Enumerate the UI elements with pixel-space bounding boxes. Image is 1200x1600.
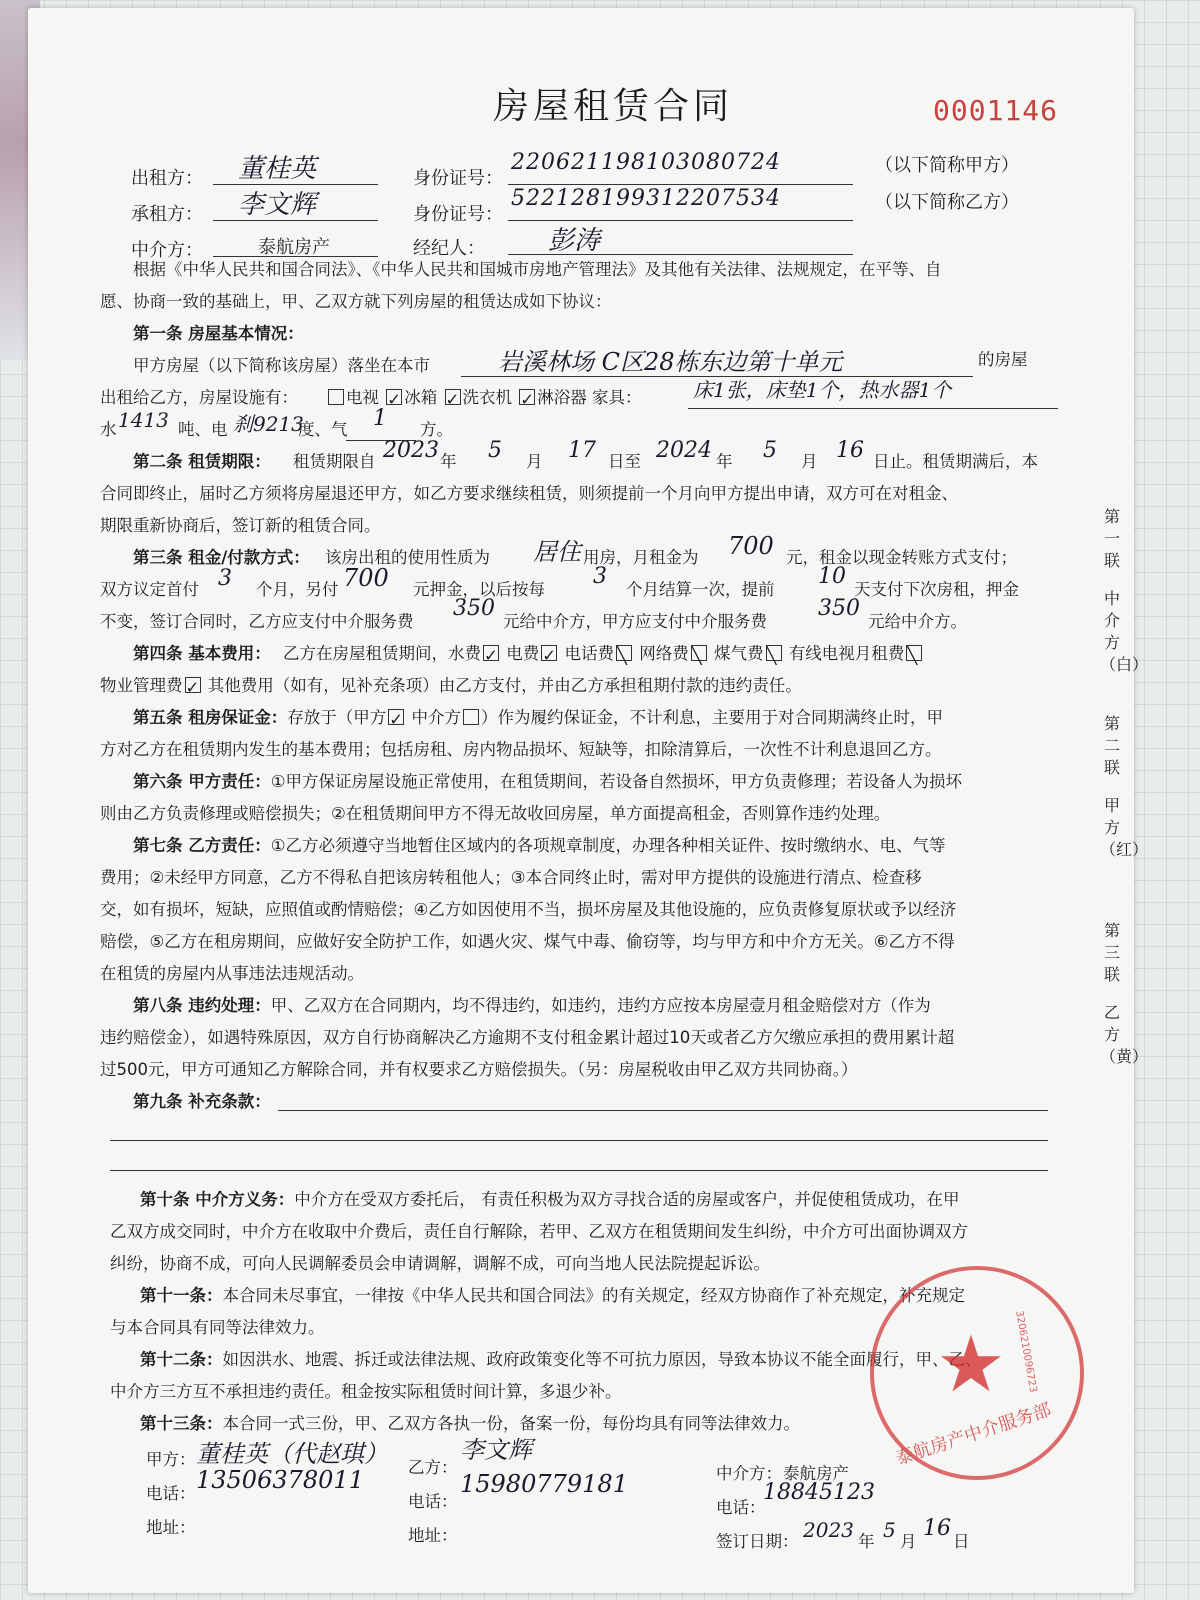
document-title: 房屋租赁合同 xyxy=(493,86,734,127)
furniture-label: 家具： xyxy=(592,388,642,407)
art7-heading: 第七条 乙方责任： xyxy=(133,836,271,855)
copy-1-sub: 中介方（白） xyxy=(1100,589,1149,674)
art2-heading: 第二条 租赁期限： xyxy=(133,452,271,471)
broker-label: 经纪人： xyxy=(413,238,485,259)
serial-number: 0001146 xyxy=(933,94,1059,127)
art11-heading: 第十一条： xyxy=(140,1286,223,1305)
id-label-1: 身份证号： xyxy=(413,168,503,189)
art3-j: 元给中介方，甲方应支付中介服务费 xyxy=(503,612,767,631)
art3-c: 元，租金以现金转账方式支付； xyxy=(786,548,1017,567)
other-fee-text: 其他费用（如有，见补充条项）由乙方支付，并由乙方承担租期付款的违约责任。 xyxy=(207,676,802,695)
art8-line2: 违约赔偿金），如遇特殊原因，双方自行协商解决乙方逾期不支付租金累计超过10天或者乙方欠缴应承担的费用累计超 xyxy=(100,1028,955,1047)
supplement-line-3 xyxy=(110,1170,1048,1171)
net-fee-label: 网络费 xyxy=(639,644,689,663)
lessor-label: 出租方： xyxy=(131,168,203,189)
art12-heading: 第十二条： xyxy=(140,1350,223,1369)
intro-line-1: 根据《中华人民共和国合同法》、《中华人民共和国城市房地产管理法》及其他有关法律、法规规定，在平等、自 xyxy=(133,260,942,279)
id-label-2: 身份证号： xyxy=(413,204,503,225)
water-fee-checkbox: ✓ xyxy=(484,646,498,665)
end-day: 16 xyxy=(836,438,864,463)
start-month: 5 xyxy=(488,438,502,463)
party-b-label: 乙方： xyxy=(408,1458,458,1477)
seal-text: 泰航房产中介服务部 xyxy=(893,1399,1054,1470)
art4-heading: 第四条 基本费用： xyxy=(133,644,271,663)
art6-heading: 第六条 甲方责任： xyxy=(133,772,271,791)
art12-line2: 中介方三方互不承担违约责任。租金按实际租赁时间计算，多退少补。 xyxy=(110,1382,622,1401)
copy-1 xyxy=(1100,506,1149,676)
art12-a: 如因洪水、地震、拆迁或法律法规、政府政策变化等不可抗力原因，导致本协议不能全面履行，甲、乙、 xyxy=(222,1350,982,1369)
sign-month: 5 xyxy=(883,1518,896,1542)
copy-2-sub: 甲方（红） xyxy=(1100,796,1149,859)
art13-heading: 第十三条： xyxy=(140,1414,223,1433)
end-year: 2024 xyxy=(656,438,712,463)
art3-k: 元给中介方。 xyxy=(868,612,967,631)
fridge-label: 冰箱 xyxy=(404,388,438,407)
end-month: 5 xyxy=(763,438,777,463)
art5-b: 中介方 xyxy=(411,708,461,727)
sign-nian: 年 xyxy=(858,1532,875,1551)
id-value-1: 220621198103080724 xyxy=(511,150,781,175)
art1-line1-a: 甲方房屋（以下简称该房屋）落坐在本市 xyxy=(133,356,430,375)
art10-line2: 乙双方成交同时，中介方在收取中介费后，责任自行解除，若甲、乙双方在租赁期间发生纠纷，中介方可出面协调双方 xyxy=(110,1222,968,1241)
copy-1-title: 第一联 xyxy=(1103,507,1120,570)
start-year: 2023 xyxy=(383,438,439,463)
cable-fee-checkbox: ╲ xyxy=(906,645,922,661)
seal-number: 3206210096723 xyxy=(1013,1310,1039,1394)
id-value-2: 522128199312207534 xyxy=(511,186,781,211)
art3-e: 个月，另付 xyxy=(256,580,339,599)
cable-fee-label: 有线电视月租费 xyxy=(788,644,905,663)
agency-sign-label: 中介方： xyxy=(716,1464,782,1483)
party-b-signature: 李文辉 xyxy=(460,1436,532,1464)
water-fee-label: 乙方在房屋租赁期间，水费 xyxy=(283,644,481,663)
tv-checkbox xyxy=(328,389,344,405)
shower-checkbox: ✓ xyxy=(520,390,535,409)
rent-value: 700 xyxy=(728,532,774,560)
party-b-addr-label: 地址： xyxy=(408,1526,458,1545)
gas-fee-checkbox: ╲ xyxy=(766,645,782,661)
art6-line1 xyxy=(133,772,962,792)
agency-tel-label: 电话： xyxy=(716,1498,766,1517)
water-value: 1413 xyxy=(118,408,169,432)
gas-fee-label: 煤气费 xyxy=(714,644,764,663)
art1-heading: 第一条 房屋基本情况： xyxy=(133,324,304,343)
art7-line5: 在租赁的房屋内从事违法违规活动。 xyxy=(100,964,364,983)
art2-line3: 期限重新协商后，签订新的租赁合同。 xyxy=(100,516,381,535)
art4-line2 xyxy=(100,676,802,696)
shower-label: 淋浴器 xyxy=(537,388,587,407)
phone-fee-checkbox: ╲ xyxy=(616,645,632,661)
end-yue: 月 xyxy=(801,452,818,471)
property-fee-checkbox: ✓ xyxy=(185,678,200,697)
gas-label: 度、气 xyxy=(298,420,348,439)
art7-line2: 费用；②未经甲方同意，乙方不得私自把该房转租他人；③本合同终止时，需对甲方提供的设施进行清点、检查移 xyxy=(100,868,922,887)
party-a-tel: 13506378011 xyxy=(196,1466,364,1494)
fridge-checkbox: ✓ xyxy=(387,390,402,409)
end-nian: 年 xyxy=(716,452,733,471)
party-a-tel-label: 电话： xyxy=(146,1484,196,1503)
copy-3-title: 第三联 xyxy=(1103,921,1120,984)
copy-3 xyxy=(1100,920,1149,1068)
art3-heading: 第三条 租金/付款方式： xyxy=(133,548,310,567)
art2-text-b: 日止。租赁期满后，本 xyxy=(873,452,1038,471)
art11-line1 xyxy=(140,1286,965,1306)
company-seal xyxy=(870,1266,1084,1480)
art9-heading: 第九条 补充条款： xyxy=(133,1092,271,1111)
agency-label: 中介方： xyxy=(131,240,203,261)
supplement-line-2 xyxy=(110,1140,1048,1141)
deposit-value: 700 xyxy=(343,564,389,592)
art4-fees xyxy=(283,644,924,664)
art2-text-a: 租赁期限自 xyxy=(293,452,376,471)
art2-to: 日至 xyxy=(608,452,641,471)
art11-a: 本合同未尽事宜，一律按《中华人民共和国合同法》的有关规定，经双方协商作了补充规定，补充规定 xyxy=(222,1286,965,1305)
property-fee-label: 物业管理费 xyxy=(100,676,183,695)
sign-day: 16 xyxy=(923,1516,951,1541)
sign-year: 2023 xyxy=(803,1518,854,1542)
art8-a: 甲、乙双方在合同期内，均不得违约，如违约，违约方应按本房屋壹月租金赔偿对方（作为 xyxy=(270,996,931,1015)
party-a-signature: 董桂英（代赵琪） xyxy=(196,1440,388,1468)
art6-a: ①甲方保证房屋设施正常使用，在租赁期间，若设备自然损坏，甲方负责修理；若设备人为损坏 xyxy=(270,772,963,791)
furniture-handwritten: 床1张，床垫1个，热水器1个 xyxy=(693,378,952,402)
art7-line3: 交，如有损坏，短缺，应照值或酌情赔偿；④乙方如因使用不当，损坏房屋及其他设施的，应负责修复原状或予以经济 xyxy=(100,900,957,919)
art2-line2: 合同即终止，届时乙方须将房屋退还甲方，如乙方要求继续租赁，则须提前一个月向甲方提出申请，双方可在对租金、 xyxy=(100,484,958,503)
art12-line1 xyxy=(140,1350,982,1370)
water-label: 水 xyxy=(100,420,117,439)
sign-yue: 月 xyxy=(900,1532,917,1551)
art10-a: 中介方在受双方委托后， 有责任积极为双方寻找合适的房屋或客户，并促使租赁成功，在甲 xyxy=(294,1190,960,1209)
lessee-label: 承租方： xyxy=(131,204,203,225)
art5-a: 存放于（甲方 xyxy=(287,708,387,727)
washer-checkbox: ✓ xyxy=(445,390,460,409)
art11-line2: 与本合同具有同等法律效力。 xyxy=(110,1318,325,1337)
note-party-a: （以下简称甲方） xyxy=(875,155,1019,176)
art10-heading: 第十条 中介方义务： xyxy=(140,1190,295,1209)
phone-fee-label: 电话费 xyxy=(564,644,614,663)
start-yue: 月 xyxy=(526,452,543,471)
party-b-tel: 15980779181 xyxy=(460,1470,628,1498)
art5-c: ）作为履约保证金，不计利息，主要用于对合同期满终止时，甲 xyxy=(481,708,943,727)
broker-signature: 彭涛 xyxy=(548,226,601,256)
advance-days-value: 10 xyxy=(818,564,846,589)
art8-heading: 第八条 违约处理： xyxy=(133,996,271,1015)
cycle-value: 3 xyxy=(593,564,607,589)
supplement-line-1 xyxy=(278,1110,1048,1111)
party-a-deposit-checkbox: ✓ xyxy=(389,710,404,729)
elec-value: 刹9213 xyxy=(233,412,304,436)
art1-line2-a: 出租给乙方，房屋设施有： xyxy=(100,388,298,407)
use-value: 居住 xyxy=(533,538,581,566)
star-icon: ★ xyxy=(936,1320,1006,1410)
agency-sign-value: 泰航房产 xyxy=(783,1464,849,1483)
note-party-b: （以下简称乙方） xyxy=(875,192,1019,213)
art7-a: ①乙方必须遵守当地暂住区域内的各项规章制度，办理各种相关证件、按时缴纳水、电、气等 xyxy=(270,836,946,855)
facility-list xyxy=(326,388,642,408)
fee2-value: 350 xyxy=(818,596,860,621)
agency-deposit-checkbox xyxy=(463,709,479,725)
art3-f: 元押金，以后按每 xyxy=(413,580,545,599)
agency-value: 泰航房产 xyxy=(258,237,330,258)
art1-line1-b: 的房屋 xyxy=(978,350,1028,369)
net-fee-checkbox: ╲ xyxy=(691,645,707,661)
art3-i: 不变，签订合同时，乙方应支付中介服务费 xyxy=(100,612,414,631)
sign-date-label: 签订日期： xyxy=(716,1532,799,1551)
washer-label: 洗衣机 xyxy=(462,388,512,407)
art8-line1 xyxy=(133,996,931,1016)
elec-label: 吨、电 xyxy=(178,420,228,439)
art8-line3: 过500元，甲方可通知乙方解除合同，并有权要求乙方赔偿损失。（另：房屋税收由甲乙双方共同协商。） xyxy=(100,1060,858,1079)
contract-paper xyxy=(28,8,1149,1593)
art7-line4: 赔偿，⑤乙方在租房期间，应做好安全防护工作，如遇火灾、煤气中毒、偷窃等，均与甲方和中介方无关。⑥乙方不得 xyxy=(100,932,955,951)
elec-fee-label: 电费 xyxy=(506,644,540,663)
address-handwritten: 岩溪林场 C区28栋东边第十单元 xyxy=(498,348,843,376)
art5-heading: 第五条 租房保证金： xyxy=(133,708,288,727)
party-a-addr-label: 地址： xyxy=(146,1518,196,1537)
art3-b: 用房，月租金为 xyxy=(583,548,699,567)
start-day: 17 xyxy=(568,438,596,463)
copy-2-title: 第二联 xyxy=(1103,714,1120,777)
first-pay-value: 3 xyxy=(218,566,232,591)
art7-line1 xyxy=(133,836,946,856)
art3-d: 双方议定首付 xyxy=(100,580,199,599)
party-a-label: 甲方： xyxy=(146,1450,196,1469)
agency-tel: 18845123 xyxy=(763,1480,875,1505)
art10-line1 xyxy=(140,1190,960,1210)
art10-line3: 纠纷，协商不成，可向人民调解委员会申请调解，调解不成，可向当地人民法院提起诉讼。 xyxy=(110,1254,770,1273)
art13-a: 本合同一式三份，甲、乙双方各执一份，备案一份，每份均具有同等法律效力。 xyxy=(222,1414,800,1433)
copy-3-sub: 乙方（黄） xyxy=(1100,1003,1149,1066)
gas-value: 1 xyxy=(373,406,387,431)
lessor-signature: 董桂英 xyxy=(238,154,317,184)
intro-line-2: 愿、协商一致的基础上，甲、乙双方就下列房屋的租赁达成如下协议： xyxy=(100,292,612,311)
fee1-value: 350 xyxy=(453,596,495,621)
elec-fee-checkbox: ✓ xyxy=(542,646,557,665)
start-nian: 年 xyxy=(440,452,457,471)
copy-2 xyxy=(1100,713,1149,861)
art6-line2: 则由乙方负责修理或赔偿损失；②在租赁期间甲方不得无故收回房屋，单方面提高租金，否则算作违约处理。 xyxy=(100,804,891,823)
art5-line1 xyxy=(133,708,943,728)
art3-h: 天支付下次房租，押金 xyxy=(854,580,1019,599)
lessee-signature: 李文辉 xyxy=(238,190,317,220)
art5-line2: 方对乙方在租赁期内发生的基本费用；包括房租、房内物品损坏、短缺等，扣除清算后，一次性不计利息退回乙方。 xyxy=(100,740,942,759)
art3-a: 该房出租的使用性质为 xyxy=(325,548,490,567)
tv-label: 电视 xyxy=(346,388,379,407)
sign-ri: 日 xyxy=(953,1532,970,1551)
party-b-tel-label: 电话： xyxy=(408,1492,458,1511)
art3-g: 个月结算一次，提前 xyxy=(626,580,775,599)
gas-unit: 方。 xyxy=(420,420,453,439)
